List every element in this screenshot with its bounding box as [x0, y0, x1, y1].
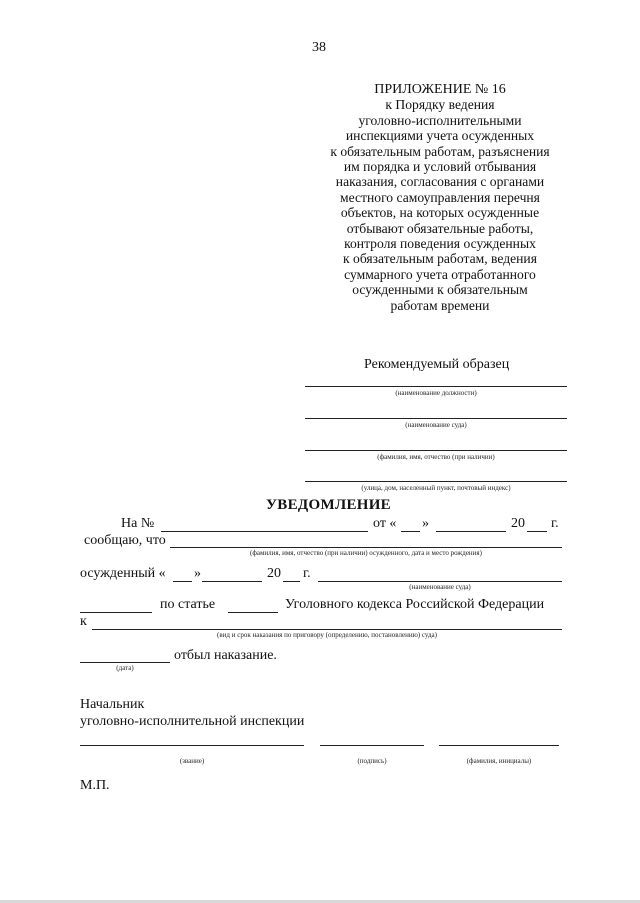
- appendix-line: им порядка и условий отбывания: [343, 159, 537, 175]
- appendix-block: [305, 82, 575, 313]
- fullname-caption: (фамилия, имя, отчество (при наличии): [377, 453, 495, 461]
- address-caption: (улица, дом, населенный пункт, почтовый индекс): [361, 484, 511, 492]
- criminal-code-label: Уголовного кодекса Российской Федерации: [285, 597, 545, 612]
- court-field-line[interactable]: [305, 418, 567, 419]
- signatory-title-line1: Начальник: [80, 697, 145, 712]
- conviction-quote-close: »: [194, 566, 201, 581]
- article-label: по статье: [160, 597, 216, 612]
- year-suffix: г.: [551, 516, 559, 531]
- appendix-line: уголовно-исполнительными: [358, 112, 522, 128]
- convicted-label: осужденный «: [80, 566, 166, 581]
- year-field[interactable]: [527, 531, 547, 532]
- rank-field[interactable]: [80, 745, 304, 746]
- appendix-line: местного самоуправления перечня: [340, 189, 540, 205]
- convict-info-field[interactable]: [170, 547, 562, 548]
- doc-title: УВЕДОМЛЕНИЕ: [266, 497, 391, 513]
- article-part-field[interactable]: [80, 612, 152, 613]
- from-label: от «: [373, 516, 397, 531]
- signatory-title-line2: уголовно-исполнительной инспекции: [80, 714, 305, 729]
- punishment-prefix: к: [80, 614, 87, 629]
- appendix-line: инспекциями учета осужденных: [345, 128, 535, 144]
- appendix-line: к обязательным работам, разъяснения: [330, 143, 550, 159]
- appendix-line: к обязательным работам, ведения: [343, 251, 537, 267]
- conviction-year-field[interactable]: [283, 581, 300, 582]
- article-number-field[interactable]: [228, 612, 278, 613]
- appendix-line: к Порядку ведения: [385, 97, 495, 113]
- signature-caption: (подпись): [357, 757, 387, 765]
- served-text: отбыл наказание.: [174, 648, 277, 663]
- inform-label: сообщаю, что: [84, 533, 166, 548]
- conviction-year-suffix: г.: [303, 566, 311, 581]
- stamp-label: М.П.: [80, 778, 110, 793]
- convict-info-caption: (фамилия, имя, отчество (при наличии) осужденного, дата и место рождения): [250, 549, 482, 557]
- appendix-line: работам времени: [390, 297, 490, 313]
- position-caption: (наименование должности): [395, 389, 477, 397]
- appendix-title: ПРИЛОЖЕНИЕ № 16: [374, 82, 506, 97]
- punishment-field[interactable]: [92, 629, 562, 630]
- page-number: 38: [312, 40, 326, 55]
- ref-number-label: На №: [121, 516, 155, 531]
- sentencing-court-caption: (наименование суда): [409, 583, 471, 591]
- served-date-caption: (дата): [116, 664, 134, 672]
- appendix-line: осужденными к обязательным: [352, 282, 528, 298]
- punishment-caption: (вид и срок наказания по приговору (определению, постановлению) суда): [217, 631, 437, 639]
- day-field[interactable]: [401, 531, 420, 532]
- conviction-month-field[interactable]: [202, 581, 262, 582]
- quote-close: »: [422, 516, 429, 531]
- ref-number-field[interactable]: [161, 531, 368, 532]
- signature-field[interactable]: [320, 745, 424, 746]
- sentencing-court-field[interactable]: [318, 581, 562, 582]
- served-date-field[interactable]: [80, 662, 170, 663]
- month-field[interactable]: [436, 531, 506, 532]
- court-caption: (наименование суда): [405, 421, 467, 429]
- address-field-line[interactable]: [305, 481, 567, 482]
- rank-caption: (звание): [179, 757, 205, 765]
- sample-label: Рекомендуемый образец: [364, 357, 510, 372]
- conviction-day-field[interactable]: [173, 581, 192, 582]
- appendix-line: суммарного учета отработанного: [344, 266, 536, 282]
- appendix-line: отбывают обязательные работы,: [346, 220, 534, 236]
- year-prefix: 20: [511, 516, 525, 531]
- appendix-line: объектов, на которых осужденные: [340, 205, 540, 221]
- fullname-field-line[interactable]: [305, 450, 567, 451]
- initials-field[interactable]: [439, 745, 559, 746]
- initials-caption: (фамилия, инициалы): [466, 757, 532, 765]
- appendix-line: наказания, согласования с органами: [335, 174, 545, 190]
- appendix-line: контроля поведения осужденных: [344, 236, 536, 252]
- conviction-year-prefix: 20: [267, 566, 281, 581]
- position-field-line[interactable]: [305, 386, 567, 387]
